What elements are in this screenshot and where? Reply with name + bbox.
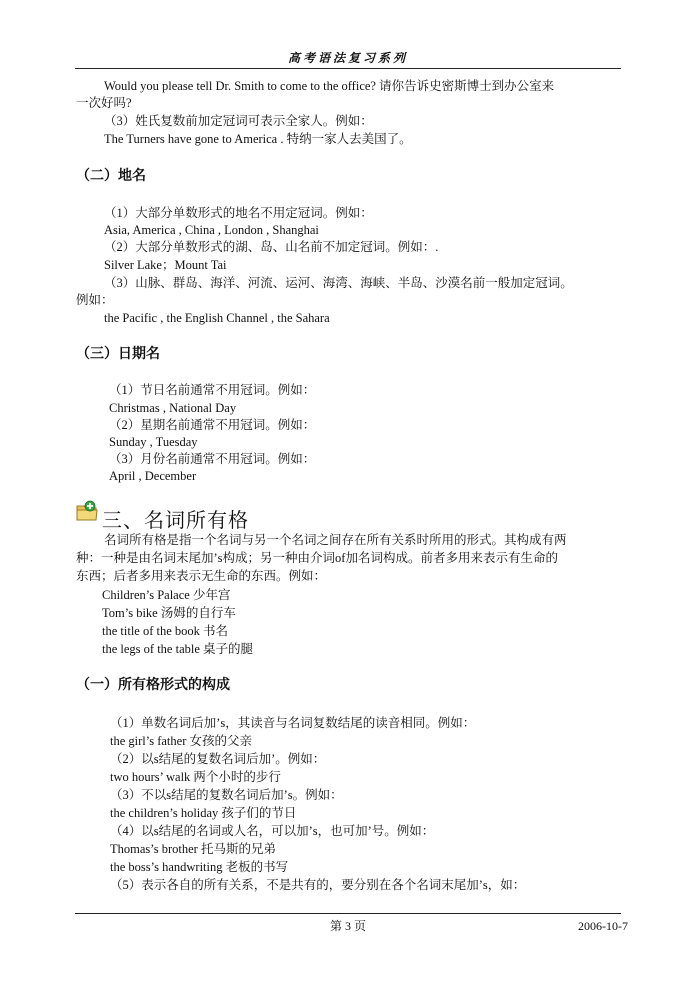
- text-line: the children’s holiday 孩子们的节日: [110, 806, 297, 820]
- text-line: 名词所有格是指一个名词与另一个名词之间存在所有关系时所用的形式。其构成有两: [104, 533, 567, 547]
- text-line: the girl’s father 女孩的父亲: [110, 734, 252, 748]
- text-line: （1）单数名词后加’s，其读音与名词复数结尾的读音相同。例如：: [110, 716, 476, 730]
- example-line: the title of the book 书名: [102, 624, 229, 638]
- text-line: Would you please tell Dr. Smith to come to the office? 请你告诉史密斯博士到办公室来: [104, 79, 555, 93]
- example-line: Children’s Palace 少年宫: [102, 588, 231, 602]
- text-line: The Turners have gone to America . 特纳一家人去美国了。: [104, 132, 412, 146]
- text-line: two hours’ walk 两个小时的步行: [110, 770, 281, 784]
- text-line: 例如：: [76, 293, 114, 307]
- text-line: （2）大部分单数形式的湖、岛、山名前不加定冠词。例如：.: [104, 240, 439, 254]
- text-line: （2）星期名前通常不用冠词。例如：: [109, 418, 316, 432]
- text-line: 东西；后者多用来表示无生命的东西。例如：: [76, 569, 327, 583]
- text-line: 一次好吗?: [76, 96, 132, 110]
- section-heading-possessive-form: （一）所有格形式的构成: [76, 677, 230, 693]
- text-line: （1）大部分单数形式的地名不用定冠词。例如：: [104, 206, 373, 220]
- example-line: Tom’s bike 汤姆的自行车: [102, 606, 236, 620]
- text-line: （3）月份名前通常不用冠词。例如：: [109, 452, 316, 466]
- text-line: （3）不以s结尾的复数名词后加’s。例如：: [110, 788, 343, 802]
- text-line: （4）以s结尾的名词或人名，可以加’s，也可加’号。例如：: [110, 824, 435, 838]
- text-line: the boss’s handwriting 老板的书写: [110, 860, 289, 874]
- chapter-heading-possessive: 三、名词所有格: [102, 508, 249, 532]
- text-line: （2）以s结尾的复数名词后加’。例如：: [110, 752, 326, 766]
- section-heading-dates: （三）日期名: [76, 346, 160, 362]
- text-line: April , December: [109, 469, 197, 483]
- section-heading-place-names: （二）地名: [76, 168, 146, 184]
- page-header-title: 高考语法复习系列: [287, 51, 408, 65]
- text-line: Christmas , National Day: [109, 401, 237, 415]
- text-line: （5）表示各自的所有关系，不是共有的，要分别在各个名词末尾加’s，如：: [110, 878, 526, 892]
- footer-date: 2006-10-7: [578, 919, 628, 933]
- page-number: 第 3 页: [329, 919, 366, 933]
- text-line: Thomas’s brother 托马斯的兄弟: [110, 842, 276, 856]
- footer-rule: [75, 913, 621, 914]
- folder-icon: [76, 500, 98, 522]
- header-rule: [75, 68, 621, 69]
- text-line: （1）节日名前通常不用冠词。例如：: [109, 383, 316, 397]
- text-line: Asia, America , China , London , Shanghai: [104, 223, 319, 237]
- text-line: （3）姓氏复数前加定冠词可表示全家人。例如：: [104, 114, 373, 128]
- text-line: 种：一种是由名词末尾加’s构成；另一种由介词of加名词构成。前者多用来表示有生命的: [76, 551, 558, 565]
- text-line: Sunday , Tuesday: [109, 435, 198, 449]
- example-line: the legs of the table 桌子的腿: [102, 642, 254, 656]
- text-line: the Pacific , the English Channel , the Sahara: [104, 311, 330, 325]
- text-line: Silver Lake；Mount Tai: [104, 258, 227, 272]
- text-line: （3）山脉、群岛、海洋、河流、运河、海湾、海峡、半岛、沙漠名前一般加定冠词。: [104, 276, 573, 290]
